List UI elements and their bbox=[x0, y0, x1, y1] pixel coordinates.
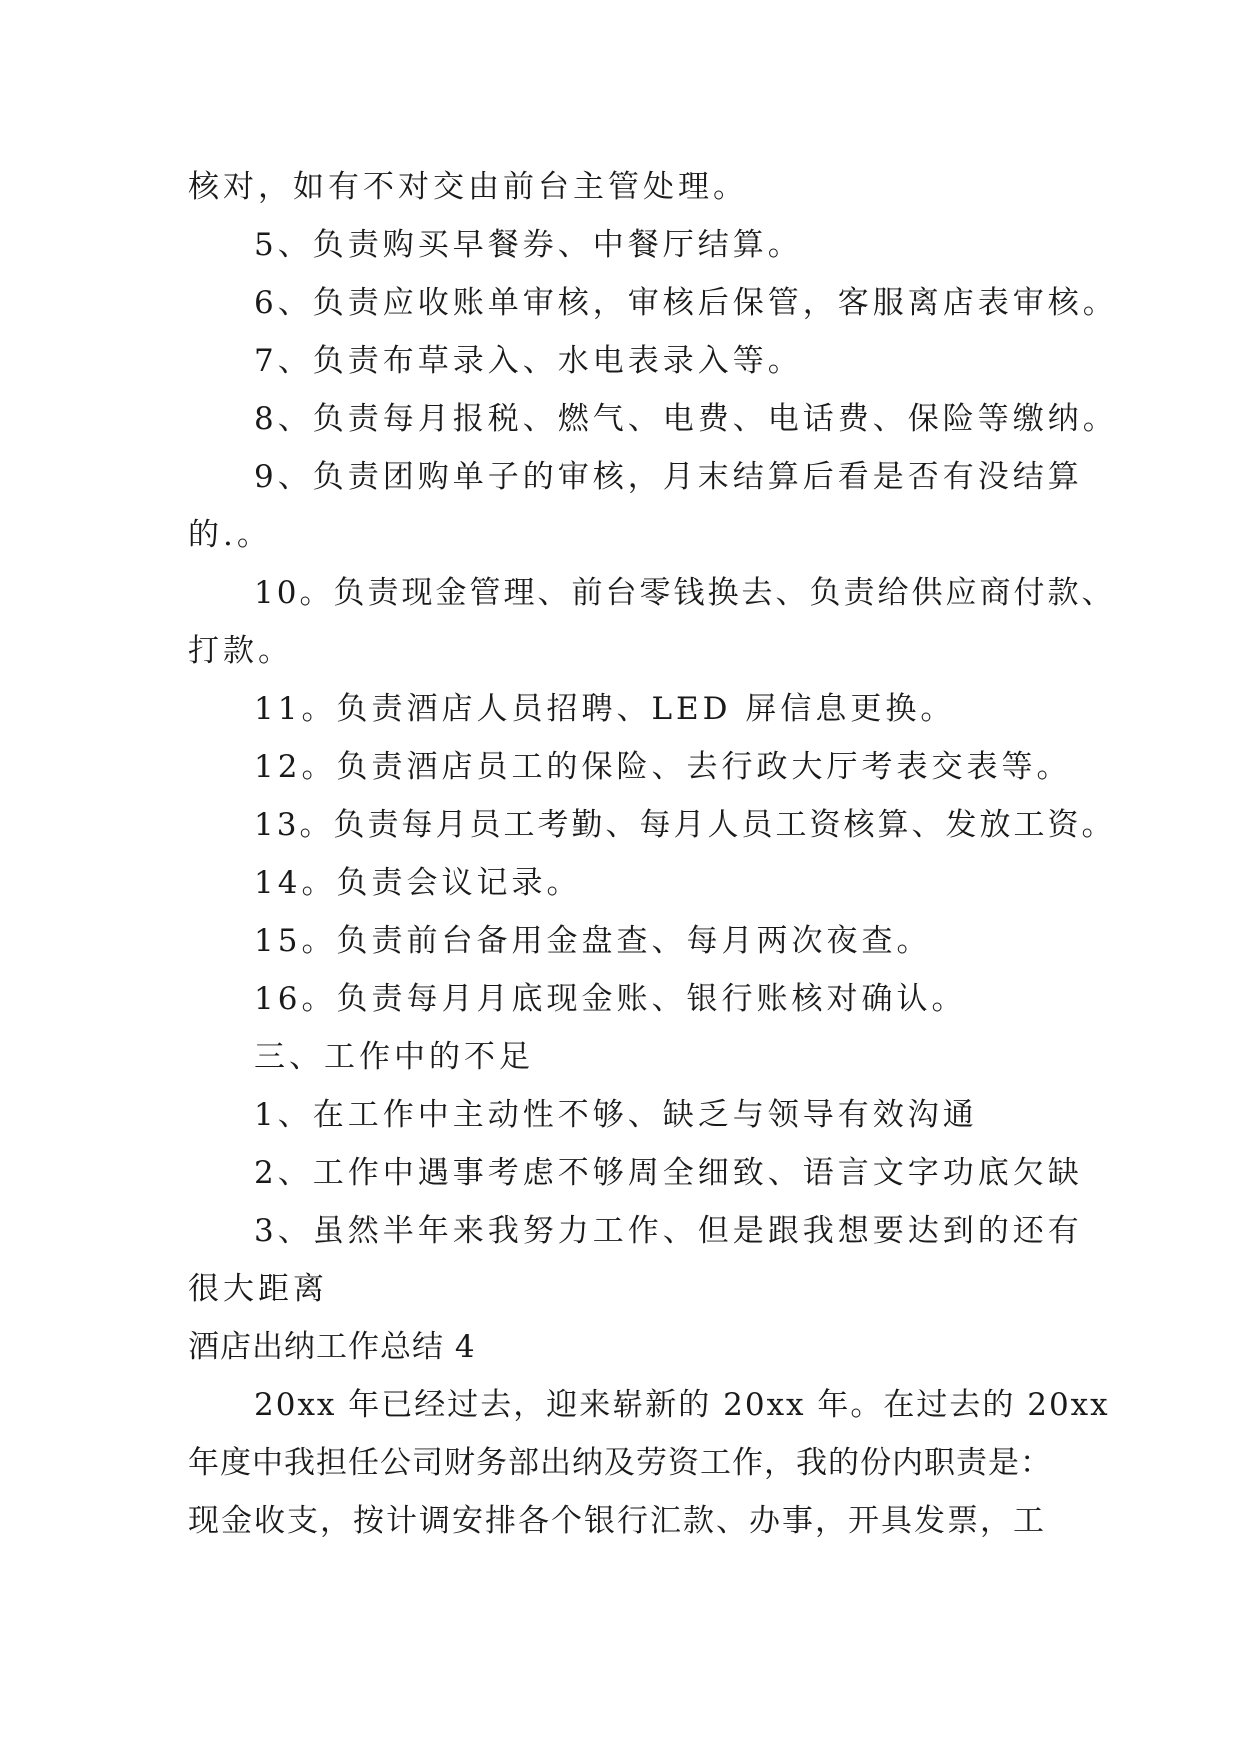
text-line: 2、工作中遇事考虑不够周全细致、语言文字功底欠缺 bbox=[254, 1155, 1083, 1191]
text-line: 1、在工作中主动性不够、缺乏与领导有效沟通 bbox=[254, 1097, 978, 1133]
text-line: 7、负责布草录入、水电表录入等。 bbox=[254, 343, 803, 379]
text-line: 11。负责酒店人员招聘、LED 屏信息更换。 bbox=[254, 691, 956, 727]
text-line: 年度中我担任公司财务部出纳及劳资工作，我的份内职责是： bbox=[188, 1445, 1052, 1481]
text-line: 12。负责酒店员工的保险、去行政大厅考表交表等。 bbox=[254, 749, 1072, 785]
article-title: 酒店出纳工作总结 4 bbox=[188, 1329, 476, 1365]
text-line: 8、负责每月报税、燃气、电费、电话费、保险等缴纳。 bbox=[254, 401, 1118, 437]
text-line: 10。负责现金管理、前台零钱换去、负责给供应商付款、 bbox=[254, 575, 1116, 611]
text-line: 的.。 bbox=[188, 517, 272, 553]
text-line: 20xx 年已经过去，迎来崭新的 20xx 年。在过去的 20xx bbox=[254, 1387, 1110, 1423]
text-line: 5、负责购买早餐券、中餐厅结算。 bbox=[254, 227, 803, 263]
text-line: 核对，如有不对交由前台主管处理。 bbox=[188, 169, 748, 205]
section-heading: 三、工作中的不足 bbox=[254, 1039, 534, 1075]
text-line: 6、负责应收账单审核，审核后保管，客服离店表审核。 bbox=[254, 285, 1118, 321]
text-line: 13。负责每月员工考勤、每月人员工资核算、发放工资。 bbox=[254, 807, 1116, 843]
text-line: 14。负责会议记录。 bbox=[254, 865, 582, 901]
text-line: 3、虽然半年来我努力工作、但是跟我想要达到的还有 bbox=[254, 1213, 1083, 1249]
document-body bbox=[188, 158, 1118, 1550]
text-line: 打款。 bbox=[188, 633, 293, 669]
text-line: 现金收支，按计调安排各个银行汇款、办事，开具发票，工 bbox=[188, 1503, 1046, 1539]
text-line: 9、负责团购单子的审核，月末结算后看是否有没结算 bbox=[254, 459, 1083, 495]
text-line: 16。负责每月月底现金账、银行账核对确认。 bbox=[254, 981, 967, 1017]
text-line: 15。负责前台备用金盘查、每月两次夜查。 bbox=[254, 923, 932, 959]
text-line: 很大距离 bbox=[188, 1271, 328, 1307]
